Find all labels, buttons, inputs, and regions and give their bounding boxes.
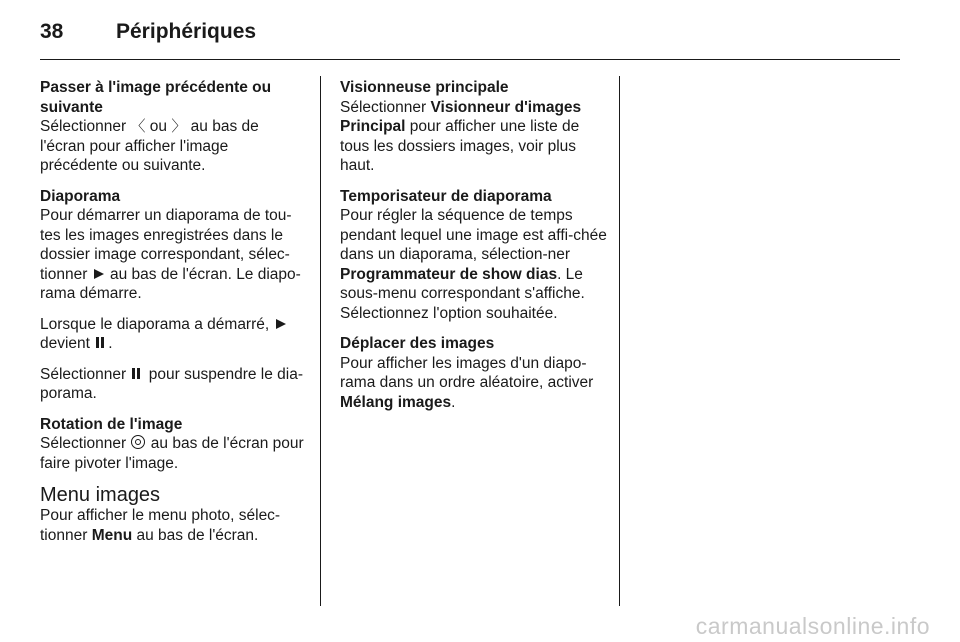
menu-label: Visionneur d'images Principal (340, 98, 582, 135)
section-diaporama (40, 187, 308, 404)
section-menu-images (40, 484, 308, 545)
column-divider (619, 76, 620, 606)
section-title: Passer à l'image précédente ou suivante (40, 79, 272, 116)
section-shuffle (340, 334, 608, 412)
body-text: au bas de l'écran pour faire pivoter l'image. (40, 435, 304, 472)
body-text: Sélectionner (40, 365, 131, 383)
menu-label: Menu (91, 526, 133, 544)
column-middle (340, 78, 608, 423)
column-left (40, 78, 308, 556)
section-slideshow-timer (340, 187, 608, 324)
body-text: Sélectionner (40, 435, 131, 452)
menu-label: Mélang images (340, 393, 452, 411)
body-text: devient (40, 335, 95, 352)
menu-label: Programmateur de show dias (340, 265, 558, 283)
section-title: Visionneuse principale (340, 79, 509, 96)
section-title: Rotation de l'image (40, 415, 183, 433)
section-title: Temporisateur de diaporama (340, 187, 552, 205)
body-text: pour suspendre le dia-porama. (40, 365, 304, 402)
section-main-viewer (340, 78, 608, 176)
page-header (40, 18, 900, 60)
body-text: au bas de l'écran. (132, 526, 259, 544)
section-rotation (40, 415, 308, 474)
page-number: 38 (40, 20, 64, 43)
body-text: au bas de l'écran. Le diapo-rama démarre. (40, 265, 301, 302)
body-text: Pour démarrer un diaporama de tou-tes les images enregistrées dans le dossier image correspondant, sélec-tionner (40, 207, 292, 283)
paragraph (40, 365, 308, 404)
section-title: Déplacer des images (340, 335, 495, 352)
pause-icon (132, 365, 142, 385)
body-text: Pour afficher le menu photo, sélec-tionner (40, 507, 281, 544)
body-text: ou (145, 118, 172, 135)
body-text: pour afficher une liste de tous les dossiers images, voir plus haut. (340, 118, 580, 174)
body-text: Sélectionner (340, 98, 431, 116)
body-text: Pour régler la séquence de temps pendant lequel une image est affi-chée dans un diaporama, sélection-ner (340, 207, 607, 263)
play-icon (94, 269, 104, 279)
paragraph (40, 315, 308, 354)
chevron-right-icon: 〉 (171, 117, 187, 135)
section-prev-next (40, 78, 308, 176)
rotate-icon (131, 435, 145, 449)
body-text: . (108, 335, 113, 352)
body-text: au bas de l'écran pour afficher l'image précédente ou suivante. (40, 118, 259, 174)
paragraph (40, 206, 308, 304)
body-text: . Le sous-menu correspondant s'affiche. Sélectionnez l'option souhaitée. (340, 265, 585, 322)
subheading: Menu images (40, 484, 161, 506)
column-divider (320, 76, 321, 606)
chapter-title: Périphériques (116, 20, 257, 43)
body-text: Sélectionner (40, 118, 131, 135)
body-text: . (451, 393, 456, 411)
header-divider (40, 59, 900, 60)
play-icon (276, 319, 286, 329)
section-title: Diaporama (40, 187, 121, 205)
body-text: Lorsque le diaporama a démarré, (40, 315, 274, 333)
body-text: Pour afficher les images d'un diapo-rama dans un ordre aléatoire, activer (340, 354, 594, 391)
pause-icon (96, 334, 106, 354)
chevron-left-icon: 〈 (130, 117, 146, 135)
watermark: carmanualsonline.info (695, 613, 930, 639)
